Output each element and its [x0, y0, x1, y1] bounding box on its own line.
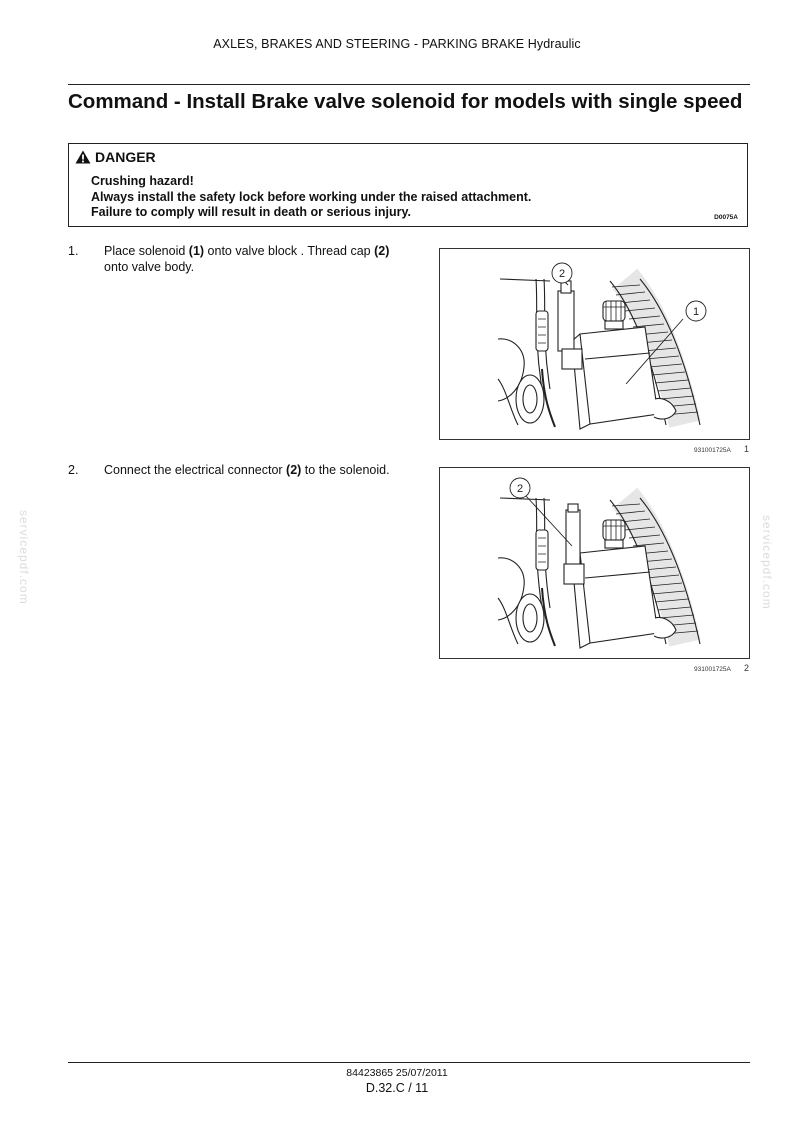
step-number: 1. [68, 244, 79, 258]
figure-1-number: 1 [744, 444, 750, 454]
step-text: Connect the electrical connector (2) to the solenoid. [104, 463, 390, 477]
footer-rule [68, 1062, 750, 1063]
watermark-left: servicepdf.com [17, 510, 31, 605]
solenoid-illustration-2 [440, 468, 751, 660]
danger-code: D0075A [714, 214, 738, 221]
danger-label: DANGER [95, 149, 156, 165]
footer-doc-code: 84423865 25/07/2011 [346, 1067, 448, 1079]
step-2 [68, 463, 428, 483]
step-number: 2. [68, 463, 79, 477]
callout-2: 2 [516, 483, 524, 495]
step-1 [68, 244, 428, 284]
watermark-right: servicepdf.com [760, 515, 774, 610]
figure-2 [439, 467, 750, 659]
page-title: Command - Install Brake valve solenoid for models with single speed [68, 90, 743, 113]
callout-1: 1 [692, 306, 700, 318]
figure-2-number: 2 [744, 663, 750, 673]
callout-2: 2 [558, 268, 566, 280]
figure-2-code: 931001725A [694, 666, 731, 673]
header-rule [68, 84, 750, 85]
footer-page-number: D.32.C / 11 [365, 1081, 429, 1095]
solenoid-illustration-1 [440, 249, 751, 441]
danger-text [91, 174, 531, 221]
danger-notice [68, 143, 748, 227]
danger-instruction: Always install the safety lock before working under the raised attachment. [91, 189, 532, 204]
danger-heading [75, 149, 156, 165]
danger-hazard: Crushing hazard! [91, 174, 194, 188]
figure-1 [439, 248, 750, 440]
step-text: Place solenoid (1) onto valve block . Thread cap (2) onto valve body. [104, 244, 390, 274]
running-header: AXLES, BRAKES AND STEERING - PARKING BRAKE Hydraulic [213, 37, 581, 51]
figure-1-code: 931001725A [694, 447, 731, 454]
warning-triangle-icon [75, 150, 91, 164]
danger-consequence: Failure to comply will result in death or serious injury. [91, 205, 411, 219]
